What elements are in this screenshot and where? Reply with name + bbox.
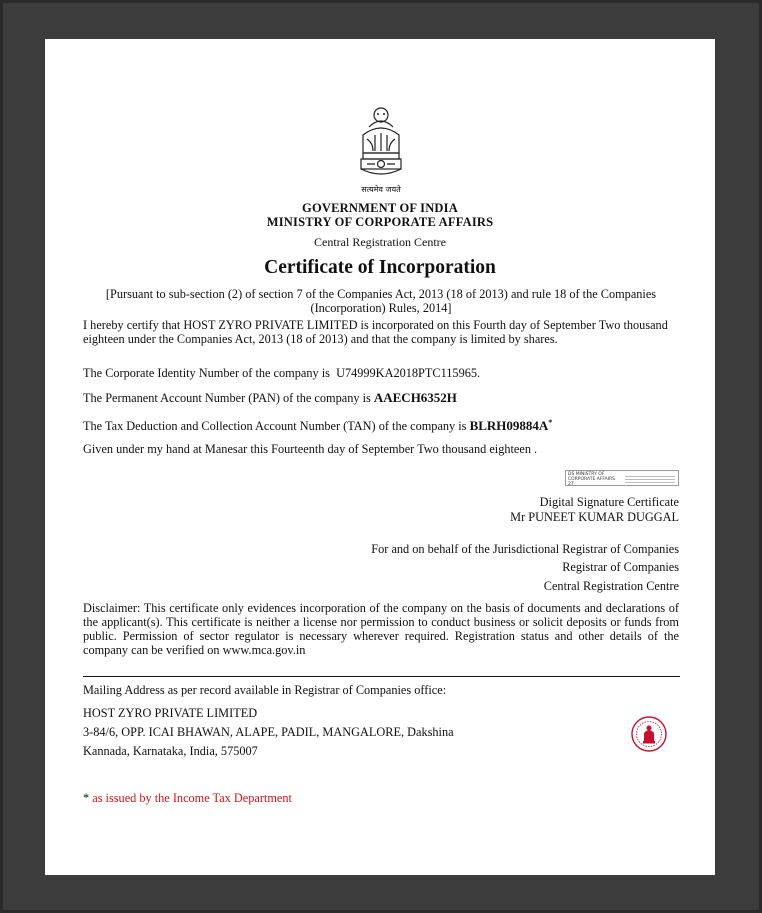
certificate-title: Certificate of Incorporation xyxy=(264,257,496,278)
registrar-centre: Central Registration Centre xyxy=(543,579,679,593)
footnote-text: as issued by the Income Tax Department xyxy=(92,791,292,805)
registrar-behalf: For and on behalf of the Jurisdictional Registrar of Companies xyxy=(371,542,679,556)
given-statement: Given under my hand at Manesar this Fourteenth day of September Two thousand eighteen . xyxy=(83,442,538,456)
disclaimer-paragraph: Disclaimer: This certificate only evidences incorporation of the company on the basis of documents and declarations of the applicant(s). This certificate is neither a license nor permission to conduct business or solicit deposits or funds from public. Permission of sector regulator is necessary wherever required. Registration status and other details of the company can be verified on www.mca.gov.in xyxy=(83,601,679,657)
registration-centre: Central Registration Centre xyxy=(314,235,446,249)
section-divider xyxy=(83,676,680,677)
pan-value: AAECH6352H xyxy=(373,390,457,405)
address-line-3: Kannada, Karnataka, India, 575007 xyxy=(83,744,258,758)
ministry-heading: MINISTRY OF CORPORATE AFFAIRS xyxy=(266,215,494,229)
registrar-title: Registrar of Companies xyxy=(562,560,679,574)
address-line-2: 3-84/6, OPP. ICAI BHAWAN, ALAPE, PADIL, MANGALORE, Dakshina xyxy=(83,725,454,739)
tan-label: The Tax Deduction and Collection Account Number (TAN) of the company is xyxy=(83,419,467,434)
tan-value: BLRH09884A xyxy=(469,418,549,434)
certificate-page xyxy=(45,39,715,875)
mailing-label-text: Mailing Address as per record available in Registrar of Companies office: xyxy=(83,683,447,697)
certify-paragraph: I hereby certify that HOST ZYRO PRIVATE LIMITED is incorporated on this Fourth day of September Two thousand eighteen under the Companies Act, 2013 (18 of 2013) and that the company is limited by shares. xyxy=(83,318,668,346)
signature-stamp-text: DS MINISTRY OF CORPORATE AFFAIRS 27 xyxy=(568,472,615,487)
tan-marker: * xyxy=(548,418,553,427)
pan-label: The Permanent Account Number (PAN) of the company is xyxy=(83,391,371,405)
cin-label: The Corporate Identity Number of the company is xyxy=(83,366,330,380)
signatory-name: Mr PUNEET KUMAR DUGGAL xyxy=(510,510,679,524)
pan-line xyxy=(83,391,683,405)
footnote-marker: * xyxy=(83,791,90,805)
tan-line xyxy=(83,416,683,433)
national-emblem-icon xyxy=(355,105,407,195)
address-line-1: HOST ZYRO PRIVATE LIMITED xyxy=(83,706,258,720)
digital-signature-stamp xyxy=(565,470,679,486)
ministry-seal-icon xyxy=(630,715,668,753)
government-heading: GOVERNMENT OF INDIA xyxy=(302,201,458,215)
income-tax-footnote xyxy=(83,791,292,806)
emblem-motto: सत्यमेव जयते xyxy=(361,185,401,194)
cin-value: U74999KA2018PTC115965. xyxy=(336,366,481,380)
signature-stamp-lines xyxy=(625,474,675,483)
mailing-address-label xyxy=(83,683,446,698)
pursuant-clause: [Pursuant to sub-section (2) of section 7 of the Companies Act, 2013 (18 of 2013) and rule 18 of the Companies (Incorporation) Rules, 2014] xyxy=(105,287,657,315)
digital-signature-label: Digital Signature Certificate xyxy=(539,495,679,509)
cin-line xyxy=(83,366,683,380)
